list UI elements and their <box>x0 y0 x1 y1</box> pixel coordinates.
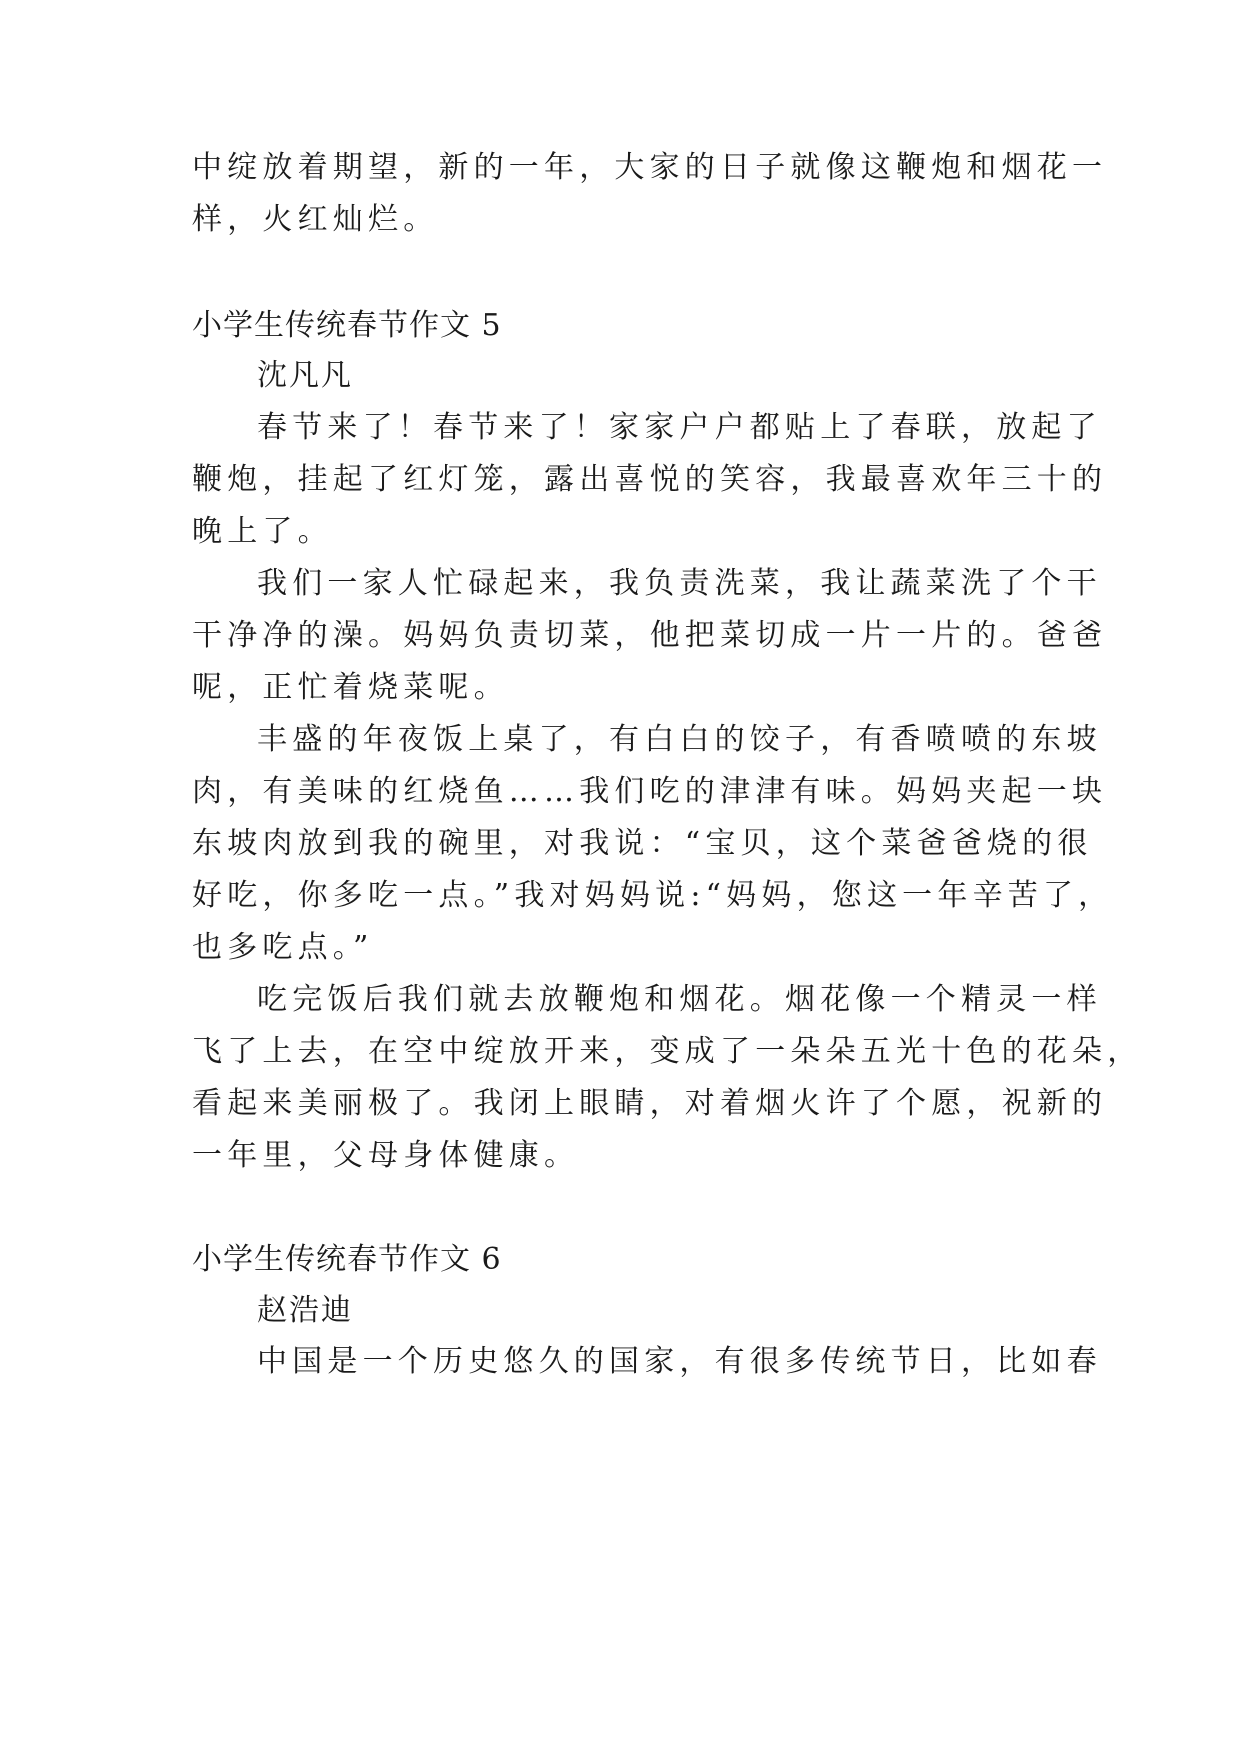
essay-author: 赵浩迪 <box>257 1293 353 1328</box>
essay-title: 小学生传统春节作文 6 <box>192 1242 502 1277</box>
text-line: 吃完饭后我们就去放鞭炮和烟花。烟花像一个精灵一样 <box>257 982 1102 1017</box>
text-line: 看起来美丽极了。我闭上眼睛，对着烟火许了个愿，祝新的 <box>192 1086 1108 1121</box>
text-line: 我们一家人忙碌起来，我负责洗菜，我让蔬菜洗了个干 <box>257 566 1102 601</box>
text-line: 也多吃点。” <box>192 930 374 965</box>
text-line: 样，火红灿烂。 <box>192 202 439 237</box>
essay-title: 小学生传统春节作文 5 <box>192 308 502 343</box>
text-line: 中国是一个历史悠久的国家，有很多传统节日，比如春 <box>257 1344 1102 1379</box>
text-line: 飞了上去，在空中绽放开来，变成了一朵朵五光十色的花朵， <box>192 1034 1143 1069</box>
text-line: 肉，有美味的红烧鱼……我们吃的津津有味。妈妈夹起一块 <box>192 774 1108 809</box>
text-line: 干净净的澡。妈妈负责切菜，他把菜切成一片一片的。爸爸 <box>192 618 1108 653</box>
text-line: 好吃，你多吃一点。”我对妈妈说:“妈妈，您这一年辛苦了， <box>192 878 1114 913</box>
text-line: 春节来了！春节来了！家家户户都贴上了春联，放起了 <box>257 410 1102 445</box>
text-line: 呢，正忙着烧菜呢。 <box>192 670 509 705</box>
text-line: 中绽放着期望，新的一年，大家的日子就像这鞭炮和烟花一 <box>192 150 1108 185</box>
text-line: 一年里，父母身体健康。 <box>192 1138 580 1173</box>
text-line: 东坡肉放到我的碗里，对我说：“宝贝，这个菜爸爸烧的很 <box>192 826 1093 861</box>
text-line: 晚上了。 <box>192 514 333 549</box>
essay-author: 沈凡凡 <box>257 358 353 393</box>
text-line: 丰盛的年夜饭上桌了，有白白的饺子，有香喷喷的东坡 <box>257 722 1102 757</box>
text-line: 鞭炮，挂起了红灯笼，露出喜悦的笑容，我最喜欢年三十的 <box>192 462 1108 497</box>
